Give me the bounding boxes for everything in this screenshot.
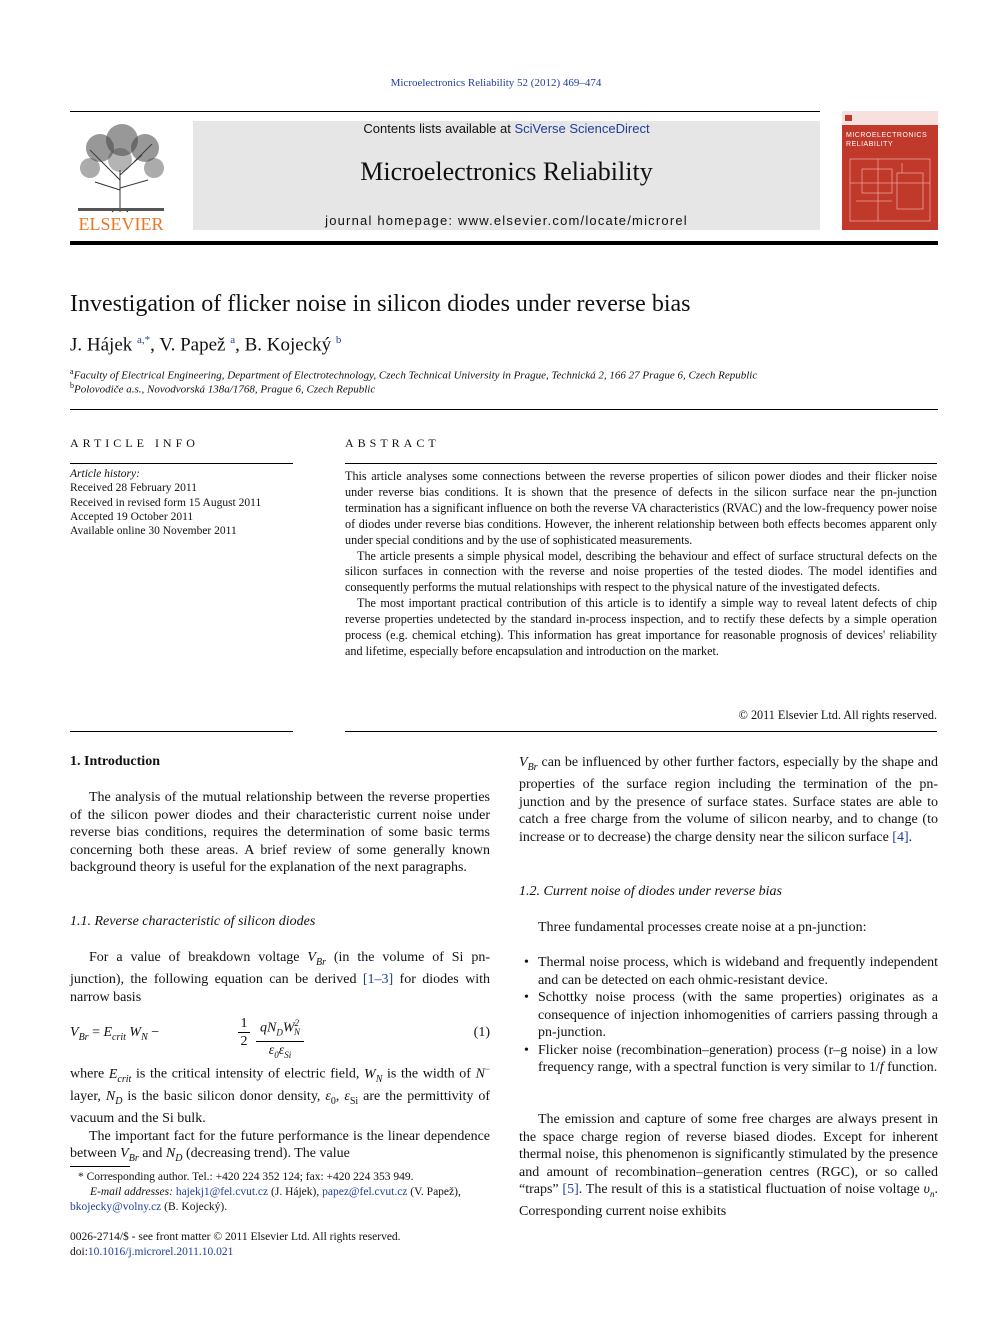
homepage-prefix: journal homepage: [325, 213, 459, 228]
email-owner: (B. Kojecký). [161, 1201, 228, 1213]
text-run: and [138, 1146, 166, 1162]
affiliation-b [70, 381, 375, 396]
author-name: J. Hájek [70, 334, 133, 356]
affiliation-a [70, 367, 757, 382]
doi-label: doi: [70, 1245, 88, 1258]
author-sup[interactable]: a [230, 334, 236, 346]
text-run: . [908, 829, 913, 845]
abstract-bottom-rule [345, 731, 937, 732]
revised-date: Received in revised form 15 August 2011 [70, 497, 262, 509]
footnote-rule [70, 1166, 130, 1167]
homepage-url[interactable]: www.elsevier.com/locate/microrel [458, 213, 688, 228]
three-processes-intro [519, 919, 938, 937]
abstract-paragraph: The most important practical contribution of this article is to identify a simple way to reveal latent defects of chip reverse properties undetected by the standard in-process inspection, and to rectify these defects by a simple operation process (e.g. chemical etching). This information has great importance for reasonable prognosis of devices' reliability and lifetime, especially before encapsulation and introduction on the market. [345, 596, 937, 658]
abstract-rule [345, 463, 937, 464]
text-run: layer, [70, 1088, 106, 1104]
text-run: are the permittivity of vacuum and the Si bulk. [70, 1088, 490, 1127]
text-run: (in the volume of Si pn-junction), the following equation can be derived [70, 950, 490, 988]
journal-homepage [193, 213, 820, 228]
asterisk-marker: * [78, 1171, 87, 1183]
reference-link[interactable]: [5] [562, 1182, 579, 1197]
right-column-paragraph: $V_{Br}$ can be influenced by other further factors, especially by the shape and properties of the surface region including the termination of the pn-junction and by the presence of surface states. Surface states are able to catch a free charge from the volume of silicon nearby, and to change (to increase or to decrease) the charge density near the silicon surface [4]. [519, 755, 938, 845]
article-info-heading: ARTICLE INFO [70, 436, 199, 450]
text-run: function. [883, 1060, 938, 1075]
text-run: is the basic silicon donor density, [122, 1088, 326, 1104]
text-run: The important fact for the future performance is the linear dependence between [70, 1128, 490, 1162]
affiliation-sup: b [70, 381, 74, 390]
intro-text: The analysis of the mutual relationship between the reverse properties of the silicon power diodes and their characteristic current noise under reverse bias conditions, requires the determination of some basic terms concerning both these areas. A brief review of some generally known background theory is useful for the explanation of the next paragraphs. [70, 790, 490, 875]
article-title: Investigation of flicker noise in silicon diodes under reverse bias [70, 291, 691, 317]
list-item [519, 989, 938, 1042]
breakdown-paragraph: For a value of breakdown voltage $V_{Br}$ (in the volume of Si pn-junction), the following equation can be derived [1–3] for diodes with narrow basis [70, 950, 490, 1005]
text-run: . Corresponding current noise exhibits [519, 1182, 938, 1220]
article-info-rule [70, 463, 293, 464]
online-date: Available online 30 November 2011 [70, 525, 237, 537]
affiliation-sup: a [70, 367, 74, 376]
reference-link[interactable]: [4] [892, 829, 909, 845]
equation-number: (1) [473, 1025, 490, 1040]
abstract-copyright: © 2011 Elsevier Ltd. All rights reserved. [738, 708, 937, 722]
list-item [519, 954, 938, 989]
text-run: Thermal noise process, which is wideband and frequently independent and can be detected on each ohmic-resistant device. [538, 955, 938, 988]
reference-link[interactable]: [1–3] [362, 972, 394, 988]
text-run: (decreasing trend). The value [182, 1146, 350, 1162]
cover-title-line2: RELIABILITY [846, 141, 894, 148]
abstract-heading: ABSTRACT [345, 436, 440, 450]
bottom-metadata [70, 1230, 490, 1259]
author-name: B. Kojecký [244, 334, 332, 356]
text-run: is the width of [382, 1066, 476, 1082]
author-list [70, 334, 341, 356]
article-history-label: Article history: [70, 468, 140, 480]
where-paragraph: where $E_{crit}$ is the critical intensity of electric field, $W_N$ is the width of N− layer, $N_D$ is the basic silicon donor density, $\varepsilon_0$, $\varepsilon_{Si}$ are the permittivity of vacuum and the Si bulk. The important fact for the future performance is the linear dependence between $V_{Br}$ and $N_D$ (decreasing trend). The value [70, 1064, 491, 1165]
affiliation-text: Faculty of Electrical Engineering, Department of Electrotechnology, Czech Technical University in Prague, Technická 2, 166 27 Prague 6, Czech Republic [73, 369, 758, 382]
title-divider [70, 409, 938, 410]
text-run: can be influenced by other further factors, especially by the shape and properties of the surface region including the termination of the pn-junction and by the presence of surface states. Surface states are able to catch a free charge from the volume of silicon nearby, and to change (to increase or to decrease) the charge density near the silicon surface [519, 755, 938, 845]
email-owner: (J. Hájek), [268, 1186, 323, 1198]
received-date: Received 28 February 2011 [70, 482, 197, 494]
author-name: V. Papež [159, 334, 226, 356]
doi-link[interactable]: 10.1016/j.microrel.2011.10.021 [87, 1245, 234, 1258]
text-run: The emission and capture of some free charges are always present in the space charge region of reverse biased diodes. Except for inherent thermal noise, this phenomenon is significantly stimulated by the presence and amount of recombination–generation centres (RGC), or so called “traps” [519, 1112, 938, 1197]
author-sup[interactable]: a,* [137, 334, 151, 346]
affiliation-text: Polovodiče a.s., Novodvorská 138a/1768, Prague 6, Czech Republic [74, 383, 376, 396]
text-run: where [70, 1066, 109, 1082]
journal-citation[interactable]: Microelectronics Reliability 52 (2012) 469–474 [390, 77, 602, 89]
footnotes [70, 1170, 490, 1215]
bullet-icon: • [524, 1042, 529, 1058]
bullet-icon: • [524, 955, 529, 970]
text-run: Schottky noise process (with the same properties) originates as a consequence of injection inhomogenities of carriers passing through a pn-junction. [538, 990, 938, 1040]
journal-name: Microelectronics Reliability [360, 157, 653, 186]
text-run: is the critical intensity of electric field, [131, 1066, 365, 1082]
subsection-heading-1-1: 1.1. Reverse characteristic of silicon diodes [70, 914, 316, 929]
emission-paragraph: The emission and capture of some free charges are always present in the space charge region of reverse biased diodes. Except for inherent thermal noise, this phenomenon is significantly stimulated by the presence and amount of recombination–generation centres (RGC), or so called “traps” [5]. The result of this is a statistical fluctuation of noise voltage $\upsilon_n$. Corresponding current noise exhibits [519, 1112, 938, 1220]
email-link[interactable]: papez@fel.cvut.cz [322, 1186, 408, 1198]
text-run: For a value of breakdown voltage [89, 950, 308, 965]
corresponding-author: Corresponding author. Tel.: +420 224 352 124; fax: +420 224 353 949. [86, 1171, 414, 1183]
contents-line [193, 121, 820, 136]
issn-line: 0026-2714/$ - see front matter © 2011 Elsevier Ltd. All rights reserved. [70, 1231, 401, 1243]
list-item: • Flicker noise (recombination–generation) process (r–g noise) in a low frequency range, with a spectral function is very similar to 1/f function. [524, 1042, 938, 1075]
publisher-wordmark: ELSEVIER [78, 214, 164, 232]
email-label: E-mail addresses: [90, 1186, 173, 1198]
contents-prefix: Contents lists available at [363, 121, 515, 136]
email-link[interactable]: bkojecky@volny.cz [70, 1201, 162, 1213]
text-run: . The result of this is a statistical fluctuation of noise voltage [578, 1182, 924, 1197]
abstract-body [345, 469, 937, 660]
sciencedirect-link[interactable]: SciVerse ScienceDirect [514, 121, 650, 136]
header-rule [70, 111, 820, 112]
subsection-heading-1-2: 1.2. Current noise of diodes under reverse bias [519, 884, 782, 899]
text-run: Flicker noise (recombination–generation) process (r–g noise) in a low frequency range, with a spectral function is very similar to 1/ [538, 1042, 938, 1075]
author-sep: , [150, 334, 160, 356]
abstract-paragraph: This article analyses some connections between the reverse properties of silicon power diodes and their flicker noise under reverse bias conditions. It is shown that the presence of defects in the silicon surface near the pn-junction termination has a significant influence on both the reverse VA characteristics (RVAC) and the low-frequency power noise of diodes under reverse bias conditions. However, the inherent relationship between both effects becomes apparent only under special conditions and by the use of sophisticated measurements. [345, 469, 937, 547]
text-run: for diodes with narrow basis [70, 972, 490, 1005]
email-owner: (V. Papež), [407, 1186, 461, 1198]
journal-cover-image [842, 111, 938, 230]
abstract-paragraph: The article presents a simple physical model, describing the behaviour and effect of surface structural defects on the silicon surfaces in connection with the reverse and noise properties of the tested diodes. The model identifies and consequently performs the mutual relationships with respect to the physical nature of the investigated defects. [345, 548, 937, 595]
author-sup[interactable]: b [335, 334, 342, 346]
article-info-bottom-rule [70, 731, 293, 732]
noise-process-list [519, 954, 938, 1077]
bullet-icon: • [524, 990, 529, 1005]
elsevier-logo [70, 120, 172, 232]
cover-title-line1: MICROELECTRONICS [846, 132, 928, 139]
section-heading-introduction: 1. Introduction [70, 754, 160, 769]
text-run: Three fundamental processes create noise at a pn-junction: [538, 920, 867, 935]
intro-paragraph [70, 789, 490, 877]
author-sep: , [235, 334, 245, 356]
email-link[interactable]: hajekj1@fel.cvut.cz [175, 1186, 269, 1198]
equation-1: $V_{Br} = E_{crit}$ $W_N$ − 1 2 $qN_DW^2_N$ $\varepsilon_0\varepsilon_{Si}$ (1) [70, 1015, 490, 1053]
accepted-date: Accepted 19 October 2011 [70, 511, 194, 523]
header-thick-rule [70, 241, 938, 245]
